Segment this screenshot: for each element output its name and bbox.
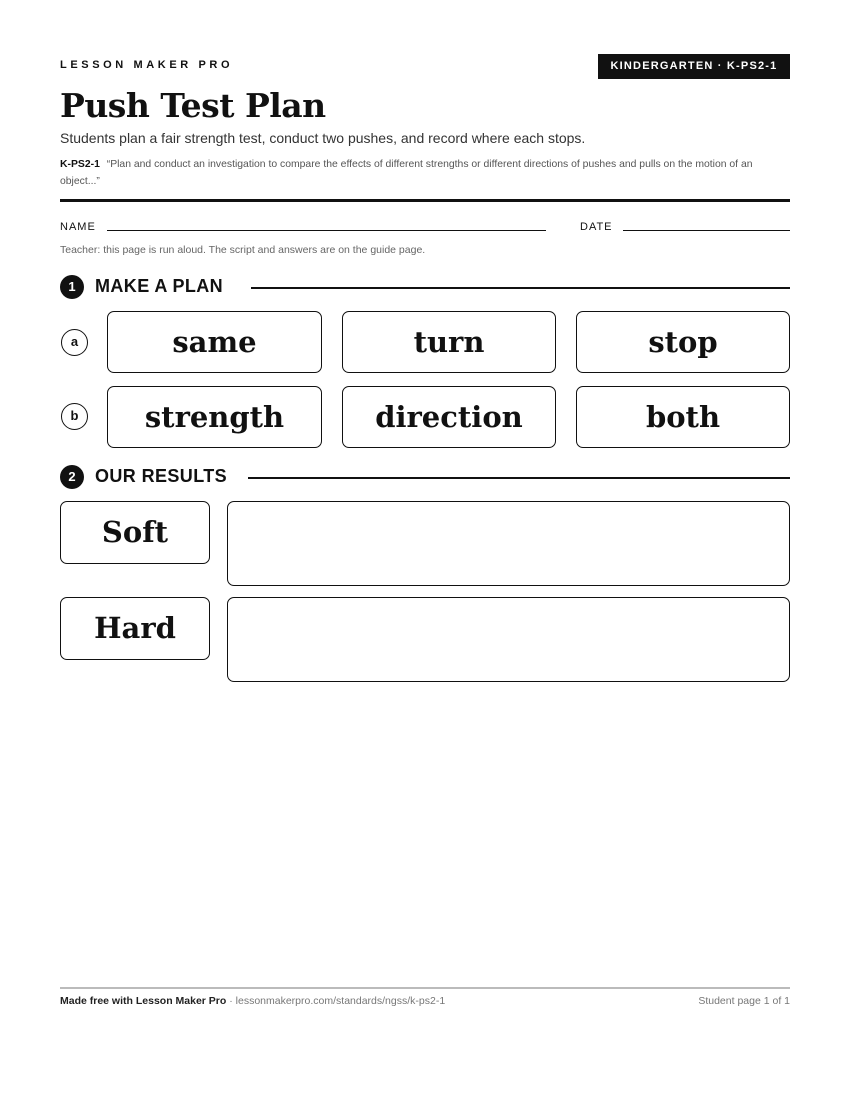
footer-separator: · (226, 995, 236, 1007)
section-number-badge: 1 (60, 275, 84, 299)
word-card-stop[interactable]: stop (576, 311, 790, 373)
standard-statement (60, 156, 790, 190)
name-label: NAME (60, 221, 96, 233)
section-rule (251, 287, 790, 289)
section-results-header (60, 465, 790, 489)
result-answer-box-hard[interactable] (227, 597, 790, 682)
date-label: DATE (580, 221, 613, 233)
footer-made-with: Made free with Lesson Maker Pro (60, 995, 227, 1007)
section-number-badge: 2 (60, 465, 84, 489)
header-divider (60, 199, 790, 202)
section-title: OUR RESULTS (95, 466, 228, 486)
word-card-strength[interactable]: strength (107, 386, 322, 448)
section-title: MAKE A PLAN (95, 276, 224, 296)
name-line[interactable] (107, 230, 546, 231)
word-card-turn[interactable]: turn (342, 311, 556, 373)
footer-divider (60, 987, 790, 989)
footer-page-number: Student page 1 of 1 (698, 995, 790, 1007)
teacher-note: Teacher: this page is run aloud. The script and answers are on the guide page. (60, 244, 426, 256)
standard-text: “Plan and conduct an investigation to compare the effects of different strengths or different directions of pushes and pulls on the motion of an object...” (60, 159, 753, 187)
footer-credit (60, 995, 445, 1007)
result-label-soft: Soft (60, 501, 210, 564)
row-marker-b: b (61, 403, 88, 430)
section-rule (248, 477, 790, 479)
footer-url[interactable]: lessonmakerpro.com/standards/ngss/k-ps2-1 (235, 995, 446, 1007)
result-label-hard: Hard (60, 597, 210, 660)
word-card-both[interactable]: both (576, 386, 790, 448)
standard-code: K-PS2-1 (60, 159, 100, 170)
section-plan-header (60, 275, 790, 299)
page-title: Push Test Plan (60, 86, 326, 125)
word-card-direction[interactable]: direction (342, 386, 556, 448)
page-subtitle: Students plan a fair strength test, conduct two pushes, and record where each stops. (60, 130, 586, 146)
grade-badge: KINDERGARTEN · K-PS2-1 (598, 54, 790, 79)
row-marker-a: a (61, 329, 88, 356)
brand-name: LESSON MAKER PRO (60, 59, 234, 71)
word-card-same[interactable]: same (107, 311, 322, 373)
date-line[interactable] (623, 230, 790, 231)
result-answer-box-soft[interactable] (227, 501, 790, 586)
